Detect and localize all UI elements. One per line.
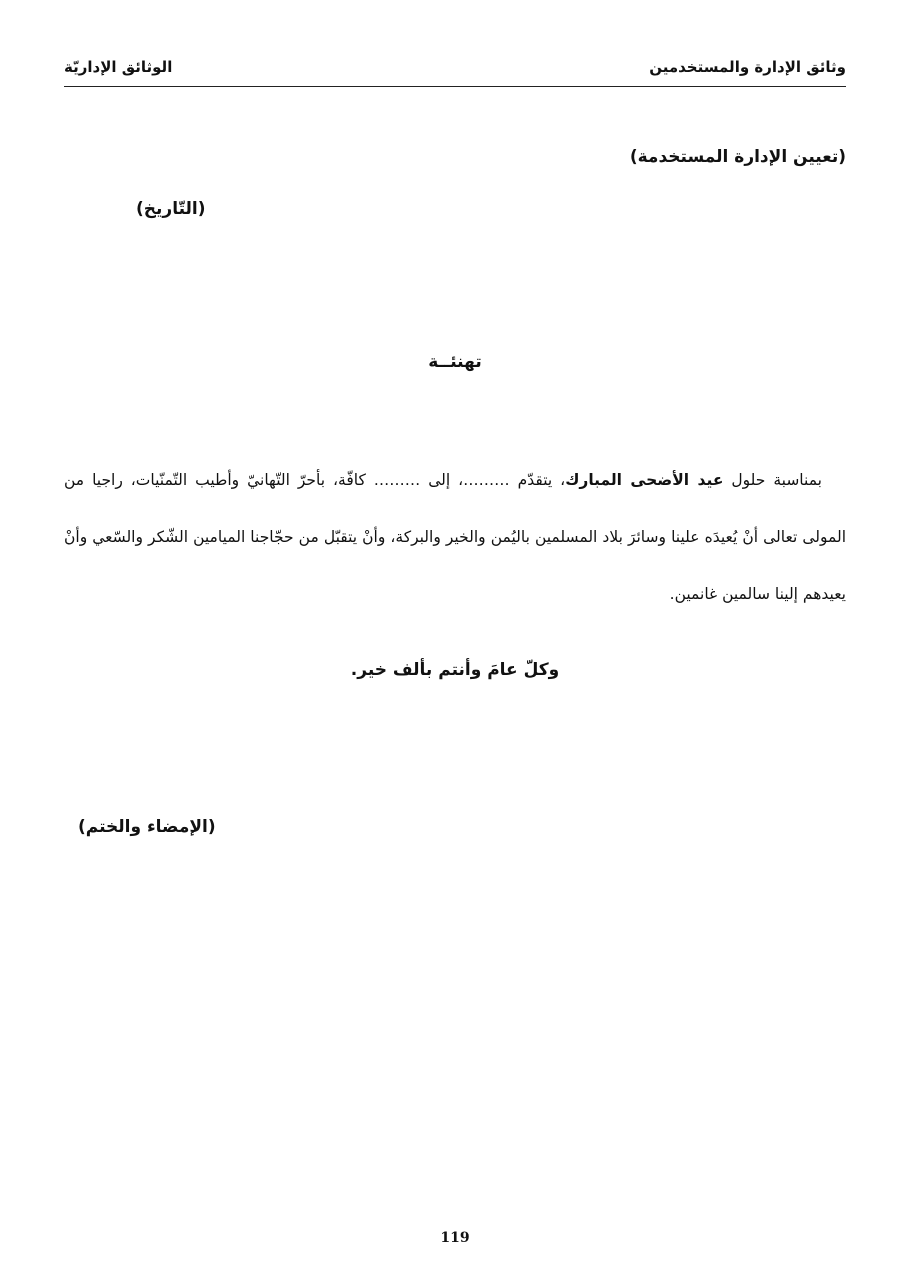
body-text-rest: ، يتقدّم ………، إلى ……… كافّة، بأحرّ التّهانيّ وأطيب التّمنّيات، راجيا من المولى تعالى أنْ يُعيدَه علينا وسائرَ بلاد المسلمين باليُمن والخير والبركة، وأنْ يتقبّل من حجّاجنا الميامين الشّكر والسّعي وأنْ يعيدهم إلينا سالمين غانمين. <box>64 471 846 603</box>
letter-body <box>64 452 846 623</box>
date-placeholder: (التّاريخ) <box>136 199 206 219</box>
signature-and-stamp: (الإمضاء والختم) <box>78 817 216 837</box>
header-section-title: وثائق الإدارة والمستخدمين <box>649 58 846 76</box>
occasion-name: عيد الأضحى المبارك <box>565 471 724 489</box>
running-header <box>64 58 846 87</box>
body-text-start: بمناسبة حلول <box>723 471 822 489</box>
closing-wish: وكلّ عامَ وأنتم بألف خير. <box>350 660 560 680</box>
issuing-administration: (تعيين الإدارة المستخدمة) <box>629 147 846 167</box>
letter-title: تهنئــة <box>428 352 482 372</box>
body-paragraph <box>64 452 846 623</box>
header-book-title: الوثائق الإداريّة <box>64 58 173 76</box>
page-number: 119 <box>440 1230 470 1246</box>
